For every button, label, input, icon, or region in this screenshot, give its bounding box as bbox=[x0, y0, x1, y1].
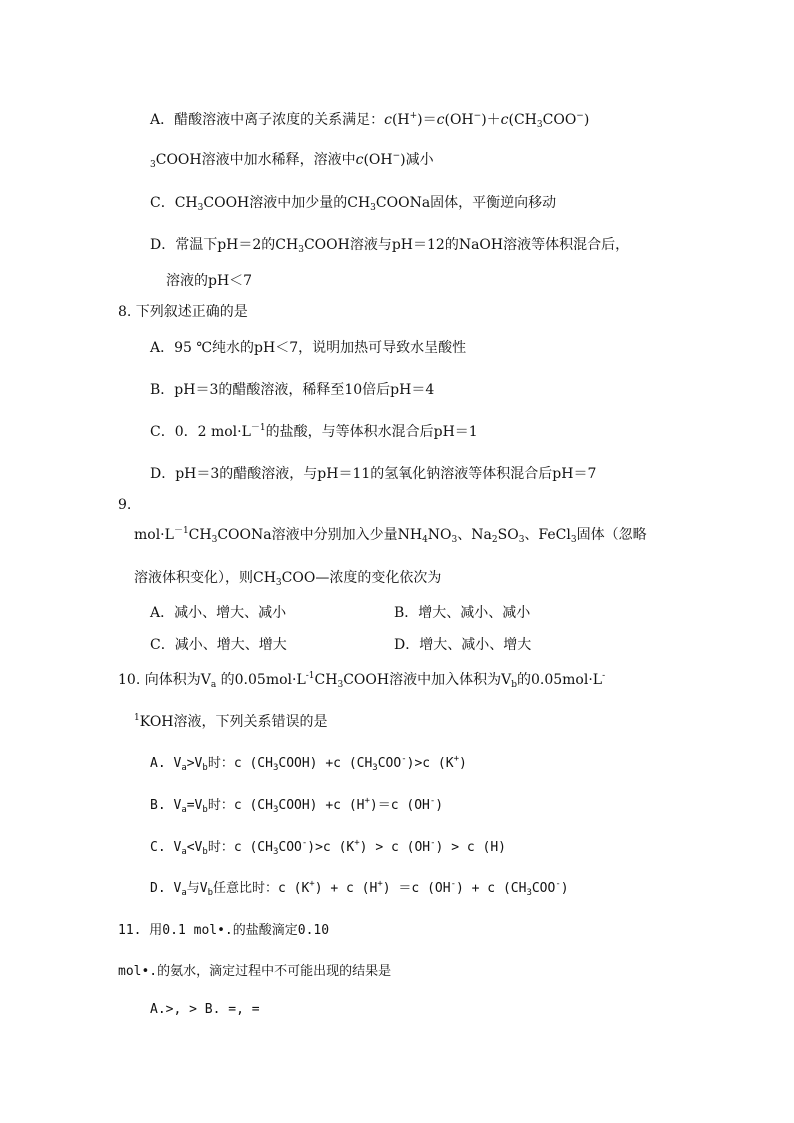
q9-option-a: A．减小、增大、减小 bbox=[150, 605, 287, 621]
q9-option-b: B．增大、减小、减小 bbox=[394, 605, 531, 621]
q10-stem-line2: $^1$KOH溶液，下列关系错误的是 bbox=[134, 713, 328, 730]
q7-option-b: $_3$COOH溶液中加水稀释，溶液中c(OH−)减小 bbox=[150, 151, 434, 170]
q7-option-d-line1: D．常温下pH＝2的$CH_3COOH$溶液与pH＝12的NaOH溶液等体积混合后， bbox=[150, 237, 630, 255]
q10-stem-line1: 10. 向体积为$V_a$ 的$0.05mol\cdot L^{-1}CH_3COOH$溶液中加入体积为$V_b$的0.05mol·L- bbox=[118, 671, 606, 690]
q9-number: 9. bbox=[118, 497, 132, 513]
q10-option-d: D. $V_a$与$V_b$任意比时：c (K+) + c (H+) ＝c (OH-) + c $(CH_3COO^-)$ bbox=[150, 879, 569, 898]
q10-option-c: C. $V_a<V_b$时：c $(CH_3COO^-)>c$ (K+) > c (OH-) > c (H) bbox=[150, 838, 506, 857]
q11-stem-line2: mol•.的氨水，滴定过程中不可能出现的结果是 bbox=[118, 964, 392, 979]
q11-stem-line1: 11. 用0.1 mol•.的盐酸滴定0.10 bbox=[118, 923, 330, 938]
q7-option-a: A．醋酸溶液中离子浓度的关系满足：$c(H^+)=c(OH^-)+c(CH_3COO^-)$ bbox=[150, 111, 590, 130]
q8-option-c: C．0．2 $mol\cdot L^{-1}$的盐酸，与等体积水混合后pH＝1 bbox=[150, 423, 478, 440]
q8-option-b: B．pH＝3的醋酸溶液，稀释至10倍后pH＝4 bbox=[150, 382, 435, 398]
q10-option-a: A. $V_a>V_b$时：c $(CH_3COOH) +c$ $(CH_3COO^-)>c$ (K+) bbox=[150, 754, 467, 773]
q10-option-b: B. $V_a=V_b$时：c $(CH_3COOH) +c$ (H+)＝c (OH-) bbox=[150, 796, 444, 815]
q11-options: A.>, > B. =, = bbox=[150, 1002, 260, 1017]
q9-option-c: C．减小、增大、增大 bbox=[150, 637, 287, 653]
q9-stem-line1: $mol\cdot L^{-1}CH_3COONa$溶液中分别加入少量$NH_4NO_3$、$Na_2SO_3$、FeCl$_3$固体（忽略 bbox=[134, 526, 647, 545]
q8-option-a: A．95 ℃纯水的pH＜7，说明加热可导致水呈酸性 bbox=[150, 340, 467, 356]
q9-option-d: D．增大、减小、增大 bbox=[394, 637, 532, 653]
q8-stem: 8. 下列叙述正确的是 bbox=[118, 304, 248, 320]
q7-option-d-line2: 溶液的pH＜7 bbox=[166, 273, 253, 289]
q7-option-c: C．$CH_3COOH$溶液中加少量的$CH_3COONa$固体，平衡逆向移动 bbox=[150, 195, 557, 213]
q8-option-d: D．pH＝3的醋酸溶液，与pH＝11的氢氧化钠溶液等体积混合后pH＝7 bbox=[150, 466, 597, 482]
q9-stem-line2: 溶液体积变化），则$CH_3COO—$浓度的变化依次为 bbox=[134, 570, 442, 588]
